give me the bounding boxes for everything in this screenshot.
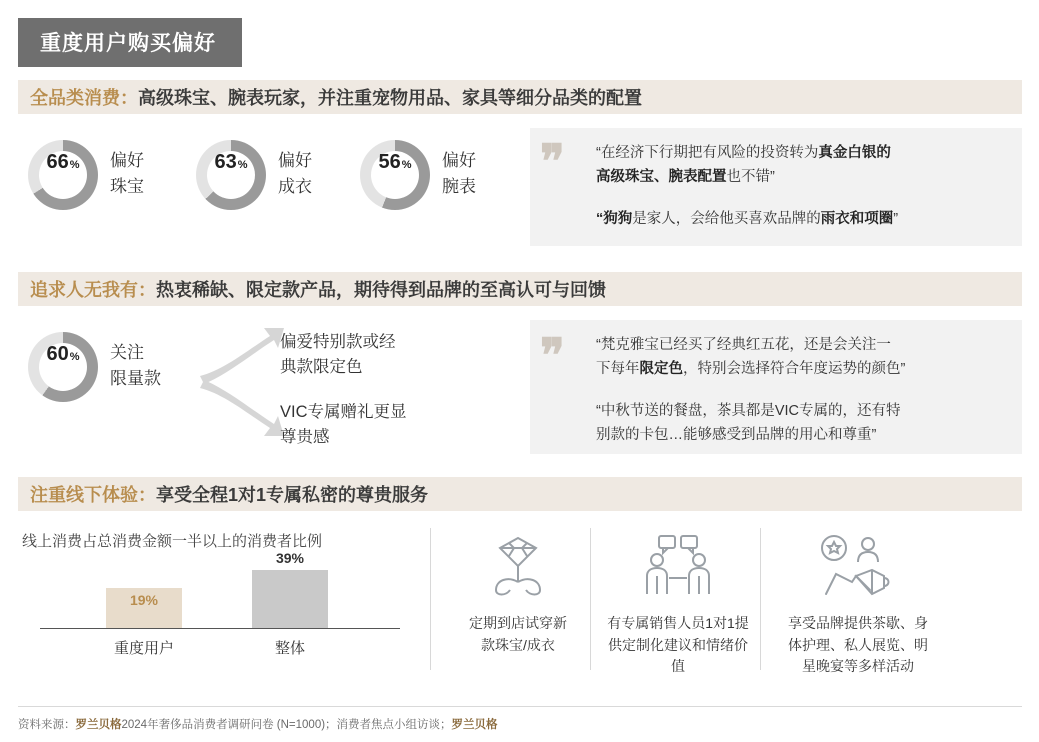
quote-mark-icon-2: ❞	[540, 328, 565, 382]
footer-divider	[18, 706, 1022, 707]
quote-top-2	[596, 208, 1012, 232]
donut-label-line1: 偏好	[110, 151, 144, 170]
caption-line1: 定期到店试穿新	[469, 615, 567, 631]
caption-line2: 供定制化建议和情绪价	[608, 636, 748, 653]
footer-mid: 2024年奢侈品消费者调研问卷 (N=1000)；消费者焦点小组访谈；	[121, 719, 452, 731]
donut-value: 66	[46, 151, 69, 173]
section-1-rest: 高级珠宝、腕表玩家，并注重宠物用品、家具等细分品类的配置	[138, 88, 642, 108]
icon-caption-event	[782, 613, 934, 678]
section-2-rest: 热衷稀缺、限定款产品，期待得到品牌的至高认可与回馈	[156, 280, 606, 300]
icon-column-event	[782, 532, 934, 678]
donut-chart-limited	[28, 332, 98, 402]
donut-hole	[207, 151, 255, 199]
quote-bold-2: 高级珠宝、腕表配置	[596, 168, 727, 185]
caption-line2: 款珠宝/成衣	[481, 636, 555, 653]
chart-title: 线上消费占总消费金额一半以上的消费者比例	[22, 533, 323, 550]
quote-plain: “中秋节送的餐盘，茶具都是VIC专属的，还有特	[596, 403, 901, 419]
caption-line3: 星晚宴等多样活动	[802, 658, 914, 675]
arrow-text-1-line1: 偏爱特别款或经	[280, 333, 396, 351]
footer-brand-1: 罗兰贝格	[75, 719, 122, 731]
donut-percent-sign: %	[237, 159, 248, 171]
bar-value-overall: 39%	[275, 550, 305, 566]
quote-mid-2	[596, 400, 1012, 448]
section-header-3	[18, 477, 1022, 511]
diamond-icon	[478, 532, 558, 598]
icon-caption-diamond	[442, 613, 594, 656]
donut-label-line1: 偏好	[278, 151, 312, 170]
arrow-text-1	[280, 330, 396, 380]
arrow-text-2-line1: VIC专属赠礼更显	[280, 403, 407, 421]
footer-source	[18, 716, 498, 732]
quote-plain-2: ”	[893, 211, 899, 227]
arrow-text-2	[280, 400, 407, 450]
donut-hole	[39, 343, 87, 391]
quote-bold-2: 雨衣和项圈	[820, 211, 894, 227]
donut-label-line2: 成衣	[278, 176, 312, 196]
donut-label-watch	[442, 148, 476, 199]
section-header-2	[18, 272, 1022, 306]
donut-percent-sign: %	[69, 351, 80, 363]
donut-hole	[371, 151, 419, 199]
consultant-icon	[635, 532, 721, 598]
quote-mark-icon: ❞	[540, 134, 565, 188]
donut-label-line1: 关注	[110, 343, 144, 362]
donut-label-line1: 偏好	[442, 151, 476, 170]
quote-top-1	[596, 142, 1012, 190]
quote-plain-2: 下每年	[596, 360, 640, 377]
donut-value: 56	[378, 151, 401, 173]
chart-axis	[40, 628, 400, 629]
bar-value-heavy-user: 19%	[129, 592, 159, 608]
caption-line2: 体护理、私人展览、明	[788, 636, 928, 653]
divider-1	[430, 528, 431, 670]
arrow-text-1-line2: 典款限定色	[280, 357, 363, 376]
quote-plain: “在经济下行期把有风险的投资转为	[596, 145, 819, 161]
donut-label-apparel	[278, 148, 312, 199]
quote-bold: 真金白银的	[818, 145, 891, 161]
donut-label-jewelry	[110, 148, 144, 199]
donut-hole	[39, 151, 87, 199]
quote-mid-1	[596, 334, 1012, 382]
bar-category-heavy-user: 重度用户	[113, 640, 174, 657]
quote-plain: 是家人，会给他买喜欢品牌的	[632, 211, 821, 227]
footer-brand-2: 罗兰贝格	[451, 719, 498, 731]
section-3-lead: 注重线下体验：	[30, 485, 156, 505]
donut-label-limited	[110, 340, 161, 391]
caption-line1: 有专属销售人员1对1提	[607, 615, 749, 631]
section-3-rest: 享受全程1对1专属私密的尊贵服务	[156, 485, 429, 505]
arrow-down-icon	[196, 378, 286, 488]
quote-plain-3: ，特别会选择符合年度运势的颜色”	[683, 360, 906, 377]
section-1-lead: 全品类消费：	[30, 88, 138, 108]
donut-label-line2: 珠宝	[110, 176, 144, 196]
page-title: 重度用户购买偏好	[18, 18, 242, 67]
donut-percent-sign: %	[69, 159, 80, 171]
icon-column-diamond	[442, 532, 594, 656]
quote-plain: “梵克雅宝已经买了经典红五花，还是会关注一	[596, 337, 891, 353]
quote-bold: 限定色	[639, 360, 683, 377]
section-2-lead: 追求人无我有：	[30, 280, 156, 300]
section-header-1	[18, 80, 1022, 114]
caption-line3: 值	[671, 658, 685, 675]
footer-prefix: 资料来源：	[18, 719, 76, 731]
arrow-text-2-line2: 尊贵感	[280, 427, 330, 446]
bar-category-overall: 整体	[274, 640, 305, 657]
divider-3	[760, 528, 761, 670]
donut-value: 63	[214, 151, 237, 173]
donut-label-line2: 腕表	[442, 176, 476, 196]
caption-line1: 享受品牌提供茶歇、身	[788, 615, 928, 631]
donut-percent-sign: %	[401, 159, 412, 171]
icon-caption-consultant	[602, 613, 754, 678]
event-icon	[812, 532, 904, 598]
donut-chart-jewelry	[28, 140, 98, 210]
quote-plain-2: 别款的卡包…能够感受到品牌的用心和尊重”	[596, 426, 877, 443]
donut-label-line2: 限量款	[110, 368, 161, 388]
bar-overall	[252, 570, 328, 628]
quote-plain-2: 也不错”	[726, 168, 775, 185]
donut-chart-watch	[360, 140, 430, 210]
icon-column-consultant	[602, 532, 754, 678]
donut-chart-apparel	[196, 140, 266, 210]
quote-bold: “狗狗	[596, 211, 633, 227]
donut-value: 60	[46, 343, 69, 365]
